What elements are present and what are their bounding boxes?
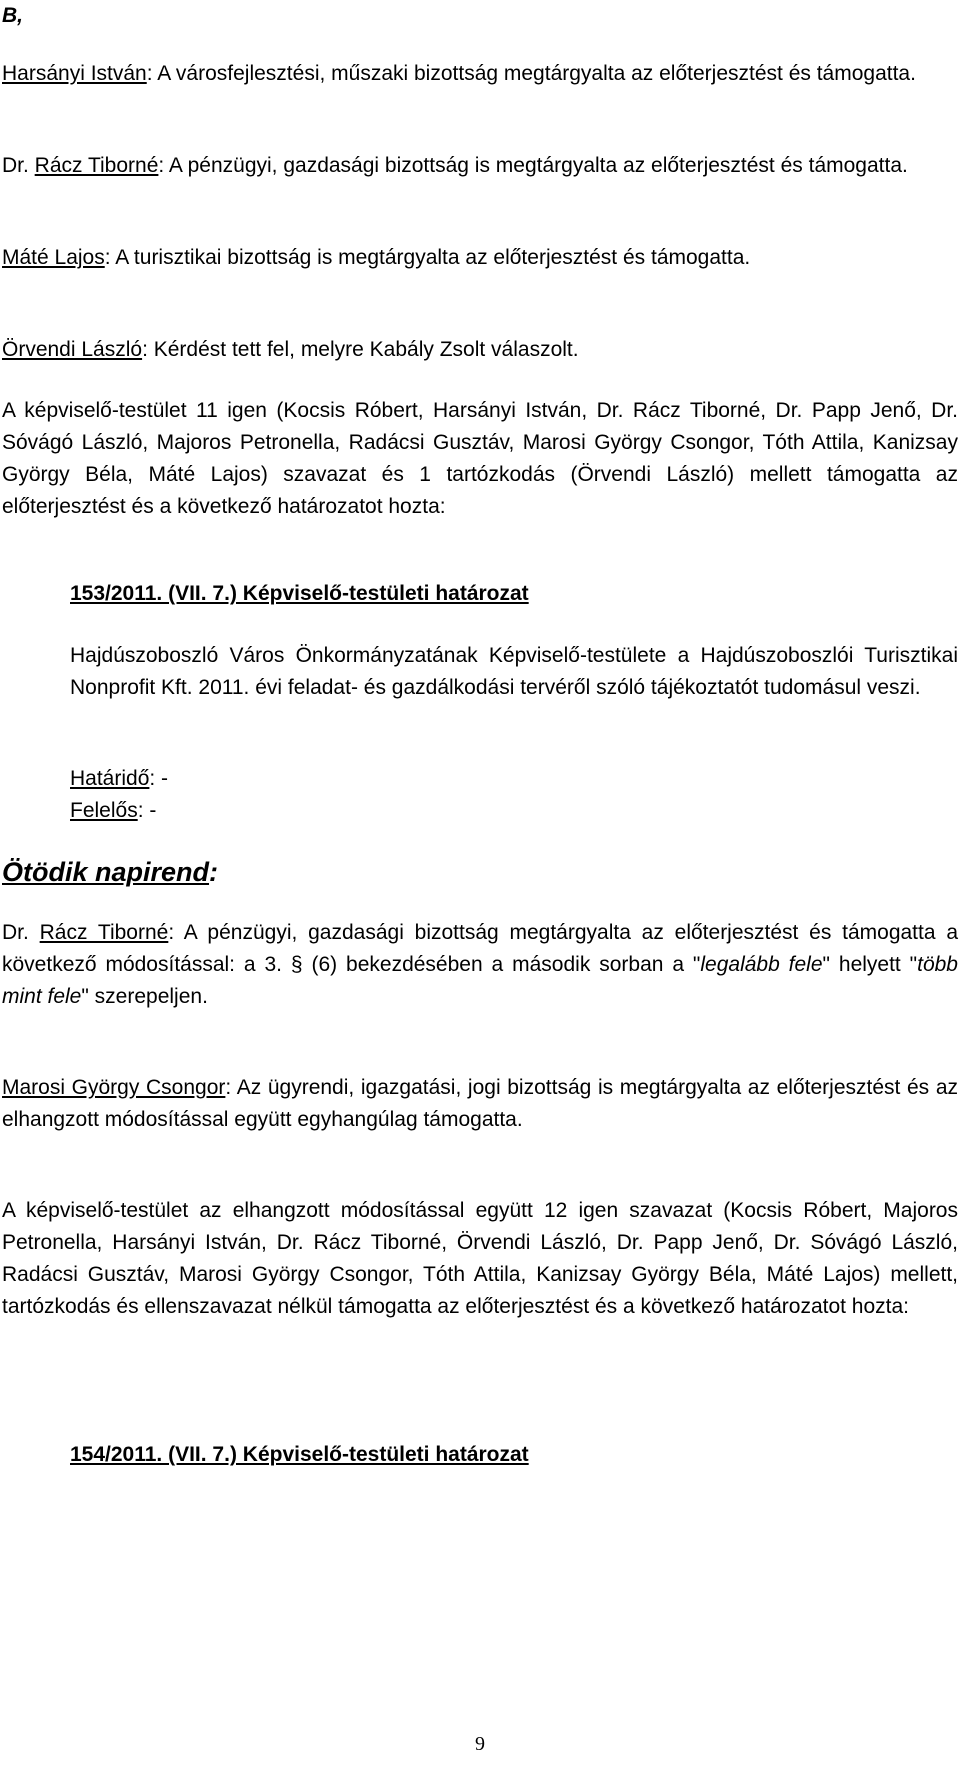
speaker-prefix: Dr. xyxy=(2,921,40,944)
resolution-title-154: 154/2011. (VII. 7.) Képviselő-testületi határozat xyxy=(70,1443,529,1466)
responsible-line xyxy=(70,795,958,827)
agenda-heading-text: Ötödik napirend xyxy=(2,857,210,887)
paragraph-text: : Az ügyrendi, igazgatási, jogi bizottság is megtárgyalta az előterjesztést és az elhangzott módosítással együtt egyhangúlag támogatta. xyxy=(2,1076,958,1131)
paragraph-orvendi xyxy=(2,334,958,366)
paragraph-text: : A pénzügyi, gazdasági bizottság megtárgyalta az előterjesztést és támogatta a következő módosítással: a 3. § (6) bekezdésében a második sorban a " xyxy=(2,921,959,976)
speaker-name: Harsányi István xyxy=(2,62,147,85)
speaker-name: Rácz Tiborné xyxy=(34,154,159,177)
page-number: 9 xyxy=(475,1733,485,1755)
deadline-label: Határidő xyxy=(70,767,150,790)
paragraph-text: : A pénzügyi, gazdasági bizottság is megtárgyalta az előterjesztést és támogatta. xyxy=(158,154,908,177)
speaker-name: Rácz Tiborné xyxy=(39,921,169,944)
quoted-phrase: legalább fele xyxy=(700,953,823,976)
paragraph-text: " szerepeljen. xyxy=(81,985,208,1008)
quoted-phrase: több mint fele xyxy=(2,953,958,1008)
deadline-value: : - xyxy=(149,767,169,790)
paragraph-racz-2 xyxy=(2,917,958,1013)
paragraph-marosi xyxy=(2,1072,958,1136)
paragraph-text: " helyett " xyxy=(822,953,918,976)
agenda-heading xyxy=(2,852,218,892)
speaker-prefix: Dr. xyxy=(2,154,35,177)
speaker-name: Örvendi László xyxy=(2,338,143,361)
resolution-title-153: 153/2011. (VII. 7.) Képviselő-testületi határozat xyxy=(70,582,529,605)
speaker-name: Máté Lajos xyxy=(2,246,105,269)
responsible-label: Felelős xyxy=(70,799,138,822)
paragraph-harsanyi xyxy=(2,58,958,90)
paragraph-text: : A városfejlesztési, műszaki bizottság megtárgyalta az előterjesztést és támogatta. xyxy=(146,62,916,85)
agenda-heading-colon: : xyxy=(209,857,219,887)
deadline-line xyxy=(70,763,958,795)
responsible-value: : - xyxy=(137,799,157,822)
paragraph-mate xyxy=(2,242,958,274)
resolution-body-153: Hajdúszoboszló Város Önkormányzatának Képviselő-testülete a Hajdúszoboszlói Turisztikai Nonprofit Kft. 2011. évi feladat- és gazdálkodási tervéről szóló tájékoztatót tudomásul veszi. xyxy=(70,644,958,699)
section-marker: B, xyxy=(2,4,23,27)
speaker-name: Marosi György Csongor xyxy=(2,1076,226,1099)
paragraph-racz xyxy=(2,150,958,182)
paragraph-text: : Kérdést tett fel, melyre Kabály Zsolt válaszolt. xyxy=(142,338,579,361)
paragraph-vote-2: A képviselő-testület az elhangzott módosítással együtt 12 igen szavazat (Kocsis Róbert, Majoros Petronella, Harsányi István, Dr. Rácz Tiborné, Örvendi László, Dr. Papp Jenő, Dr. Sóvágó László, Radácsi Gusztáv, Marosi György Csongor, Tóth Attila, Kanizsay György Béla, Máté Lajos) mellett, tartózkodás és ellenszavazat nélkül támogatta az előterjesztést és a következő határozatot hozta: xyxy=(2,1199,958,1318)
paragraph-vote-1: A képviselő-testület 11 igen (Kocsis Róbert, Harsányi István, Dr. Rácz Tiborné, Dr. Papp Jenő, Dr. Sóvágó László, Majoros Petronella, Radácsi Gusztáv, Marosi György Csongor, Tóth Attila, Kanizsay György Béla, Máté Lajos) szavazat és 1 tartózkodás (Örvendi László) mellett támogatta az előterjesztést és a következő határozatot hozta: xyxy=(2,399,958,518)
paragraph-text: : A turisztikai bizottság is megtárgyalta az előterjesztést és támogatta. xyxy=(104,246,751,269)
